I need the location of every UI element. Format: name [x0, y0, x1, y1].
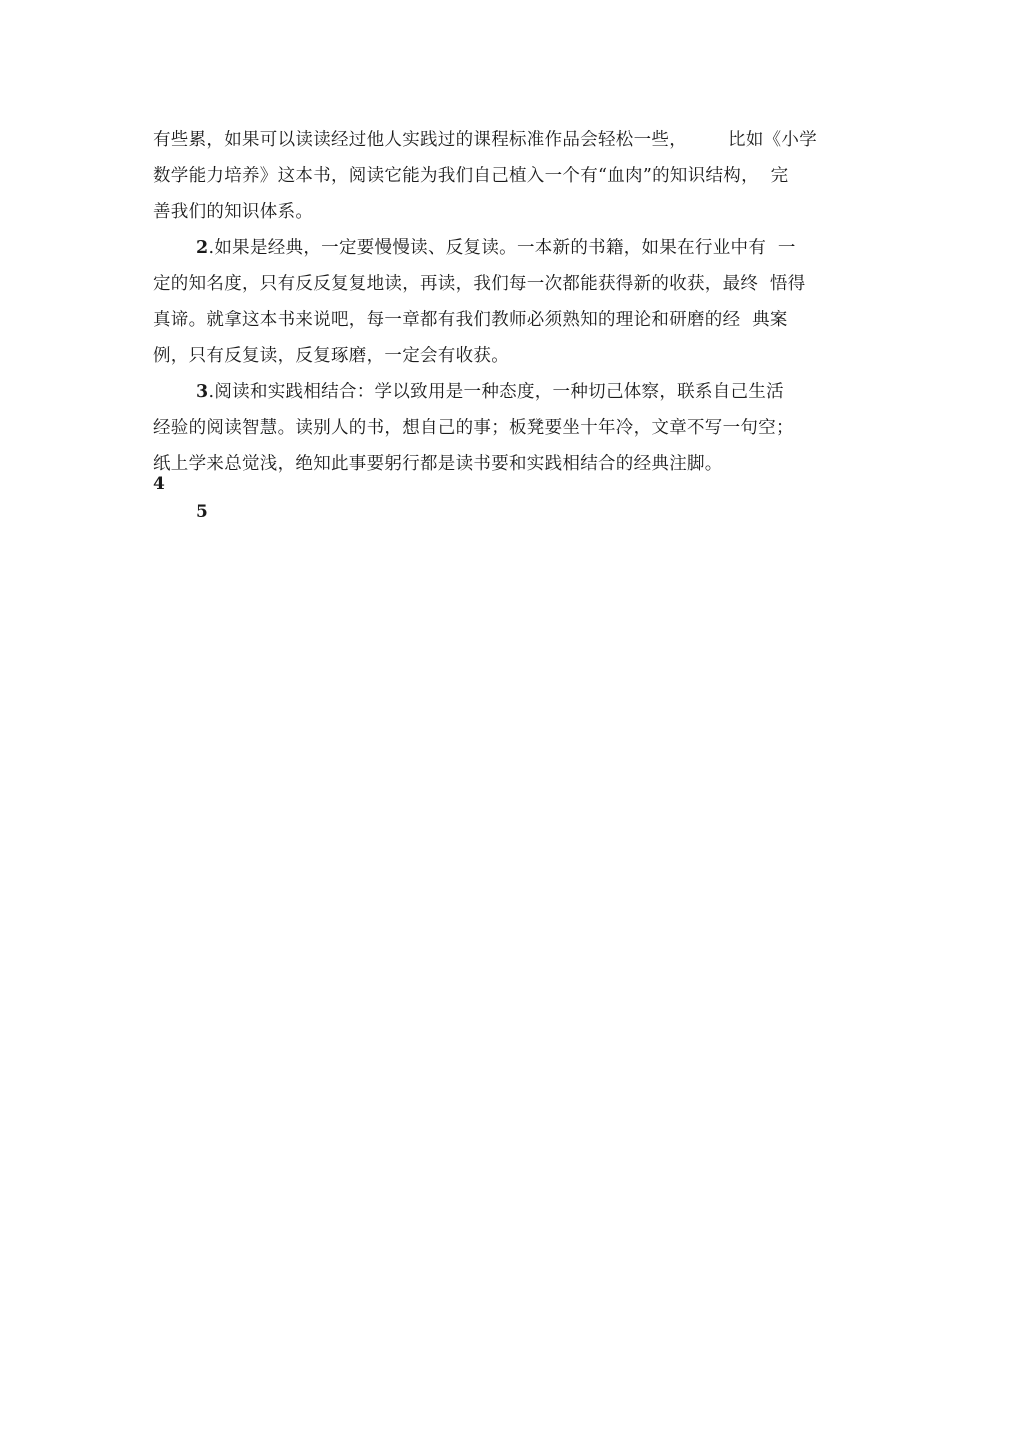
paragraph-1-line-1: 有些累，如果可以读读经过他人实践过的课程标准作品会轻松一些， 比如《小学	[153, 130, 818, 150]
paragraph-2-line-1	[196, 236, 796, 260]
paragraph-3-number: 3	[196, 382, 209, 402]
paragraph-3-line-2: 经验的阅读智慧。读别人的书，想自己的事；板凳要坐十年冷，文章不写一句空；	[153, 418, 794, 438]
paragraph-3-line-1	[196, 380, 784, 404]
paragraph-2-line-3: 真谛。就拿这本书来说吧，每一章都有我们教师必须熟知的理论和研磨的经 典案	[153, 310, 788, 330]
paragraph-1-line-2: 数学能力培养》这本书，阅读它能为我们自己植入一个有“血肉”的知识结构， 完	[153, 166, 789, 186]
paragraph-2-line-4: 例，只有反复读，反复琢磨，一定会有收获。	[153, 346, 509, 366]
paragraph-2-number: 2	[196, 238, 209, 258]
paragraph-3-line-3: 纸上学来总觉浅，绝知此事要躬行都是读书要和实践相结合的经典注脚。	[153, 454, 723, 474]
paragraph-2-line-1-text: .如果是经典，一定要慢慢读、反复读。一本新的书籍，如果在行业中有 一	[208, 238, 796, 258]
list-marker-5: 5	[196, 502, 208, 522]
list-marker-4: 4	[153, 474, 165, 494]
paragraph-2-line-2: 定的知名度，只有反反复复地读，再读，我们每一次都能获得新的收获，最终 悟得	[153, 274, 806, 294]
paragraph-1-line-3: 善我们的知识体系。	[153, 202, 314, 222]
paragraph-3-line-1-text: .阅读和实践相结合：学以致用是一种态度，一种切己体察，联系自己生活	[208, 382, 784, 402]
